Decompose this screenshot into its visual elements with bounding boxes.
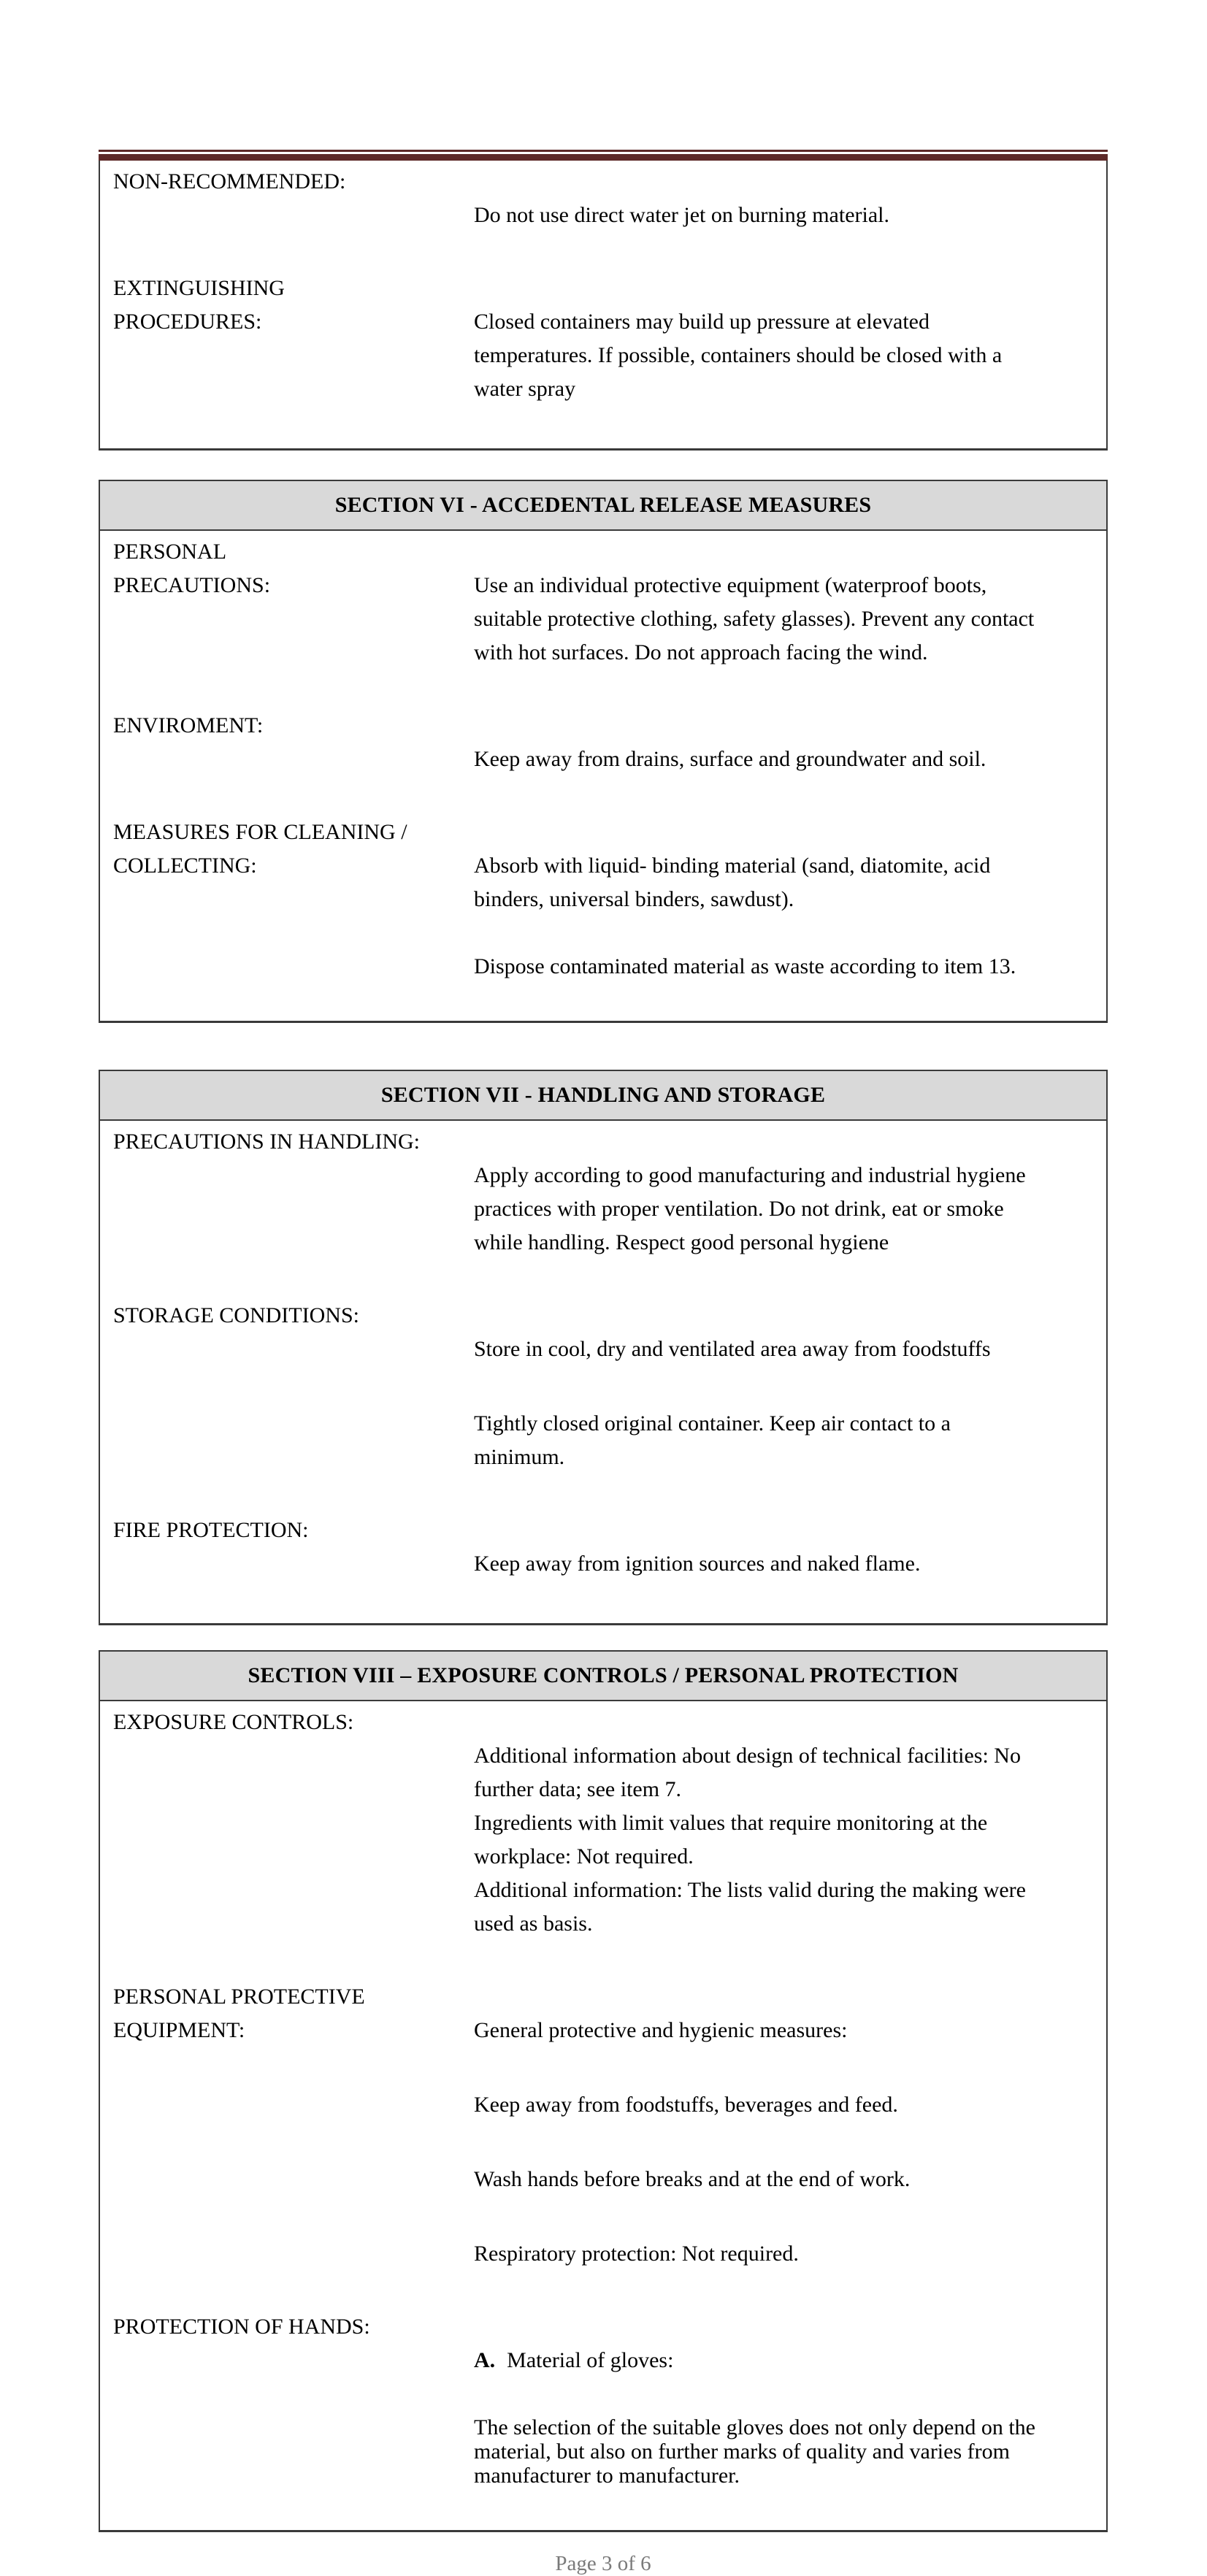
field-label: NON-RECOMMENDED: <box>113 169 346 193</box>
field-value: Store in cool, dry and ventilated area away from foodstuffs Tightly closed original container. Keep air contact to a minimum. <box>474 1337 991 1469</box>
list-marker: A. <box>474 2348 496 2372</box>
field-label: PERSONAL PROTECTIVE EQUIPMENT: <box>113 1985 365 2042</box>
field-label: ENVIROMENT: <box>113 713 264 737</box>
table-row-precautions-in-handling <box>113 1125 1093 1293</box>
field-value: A. Material of gloves: The selection of the suitable gloves does not only depend on the material, but also on further marks of quality and varies from manufacturer to manufacturer. <box>474 2310 1093 2521</box>
section-vii-title: SECTION VII - HANDLING AND STORAGE <box>100 1071 1106 1121</box>
table-row-fire-protection <box>113 1514 1093 1614</box>
field-label: STORAGE CONDITIONS: <box>113 1303 359 1327</box>
field-value: Keep away from ignition sources and naked flame. <box>474 1552 921 1576</box>
section-vi-title: SECTION VI - ACCEDENTAL RELEASE MEASURES <box>100 481 1106 531</box>
table-row-non-recommended <box>113 165 1093 266</box>
table-row-protection-of-hands <box>113 2310 1093 2521</box>
glove-material-line <box>474 2344 1093 2377</box>
field-label: EXPOSURE CONTROLS: <box>113 1710 354 1734</box>
table-row-exposure-controls <box>113 1706 1093 1974</box>
field-label: PROTECTION OF HANDS: <box>113 2315 370 2339</box>
section-vi-table <box>99 480 1108 1023</box>
table-row-personal-protective-equipment <box>113 1980 1093 2304</box>
field-value: Do not use direct water jet on burning material. <box>474 203 889 227</box>
table-row-personal-precautions <box>113 535 1093 703</box>
field-value: Additional information about design of technical facilities: No further data; see item 7. Ingredients with limit values that require monitoring at the workplace: Not required. Additional information: The lists valid during the making were used as basis. <box>474 1744 1026 1936</box>
section-viii-title: SECTION VIII – EXPOSURE CONTROLS / PERSONAL PROTECTION <box>100 1652 1106 1701</box>
field-value: Keep away from drains, surface and groundwater and soil. <box>474 747 986 771</box>
field-value: Apply according to good manufacturing and industrial hygiene practices with proper ventilation. Do not drink, eat or smoke while handling. Respect good personal hygiene <box>474 1163 1026 1254</box>
section-viii-table <box>99 1650 1108 2532</box>
field-label: MEASURES FOR CLEANING / COLLECTING: <box>113 820 407 878</box>
field-value: General protective and hygienic measures: Keep away from foodstuffs, beverages and feed. Wash hands before breaks and at the end of work. Respiratory protection: Not required. <box>474 2018 911 2266</box>
field-label: FIRE PROTECTION: <box>113 1518 309 1542</box>
field-value: Use an individual protective equipment (waterproof boots, suitable protective clothing, safety glasses). Prevent any contact with hot surfaces. Do not approach facing the wind. <box>474 573 1035 664</box>
table-row-extinguishing-procedures <box>113 272 1093 440</box>
field-label: PRECAUTIONS IN HANDLING: <box>113 1130 420 1154</box>
table-row-measures-for-cleaning <box>113 816 1093 1012</box>
field-value: Closed containers may build up pressure at elevated temperatures. If possible, containers should be closed with a water spray <box>474 310 1003 401</box>
field-label: PERSONAL PRECAUTIONS: <box>113 540 271 597</box>
extinguishing-procedures-table <box>99 161 1108 451</box>
maroon-thick-thin-border <box>99 150 1108 161</box>
list-item-text: Material of gloves: <box>507 2348 674 2372</box>
field-value: Absorb with liquid- binding material (sand, diatomite, acid binders, universal binders, sawdust). Dispose contaminated material as waste according to item 13. <box>474 854 1016 978</box>
page-number: Page 3 of 6 <box>555 2552 651 2575</box>
table-row-storage-conditions <box>113 1299 1093 1508</box>
table-row-environment <box>113 709 1093 810</box>
field-label: EXTINGUISHING PROCEDURES: <box>113 276 285 334</box>
section-vii-table <box>99 1070 1108 1625</box>
